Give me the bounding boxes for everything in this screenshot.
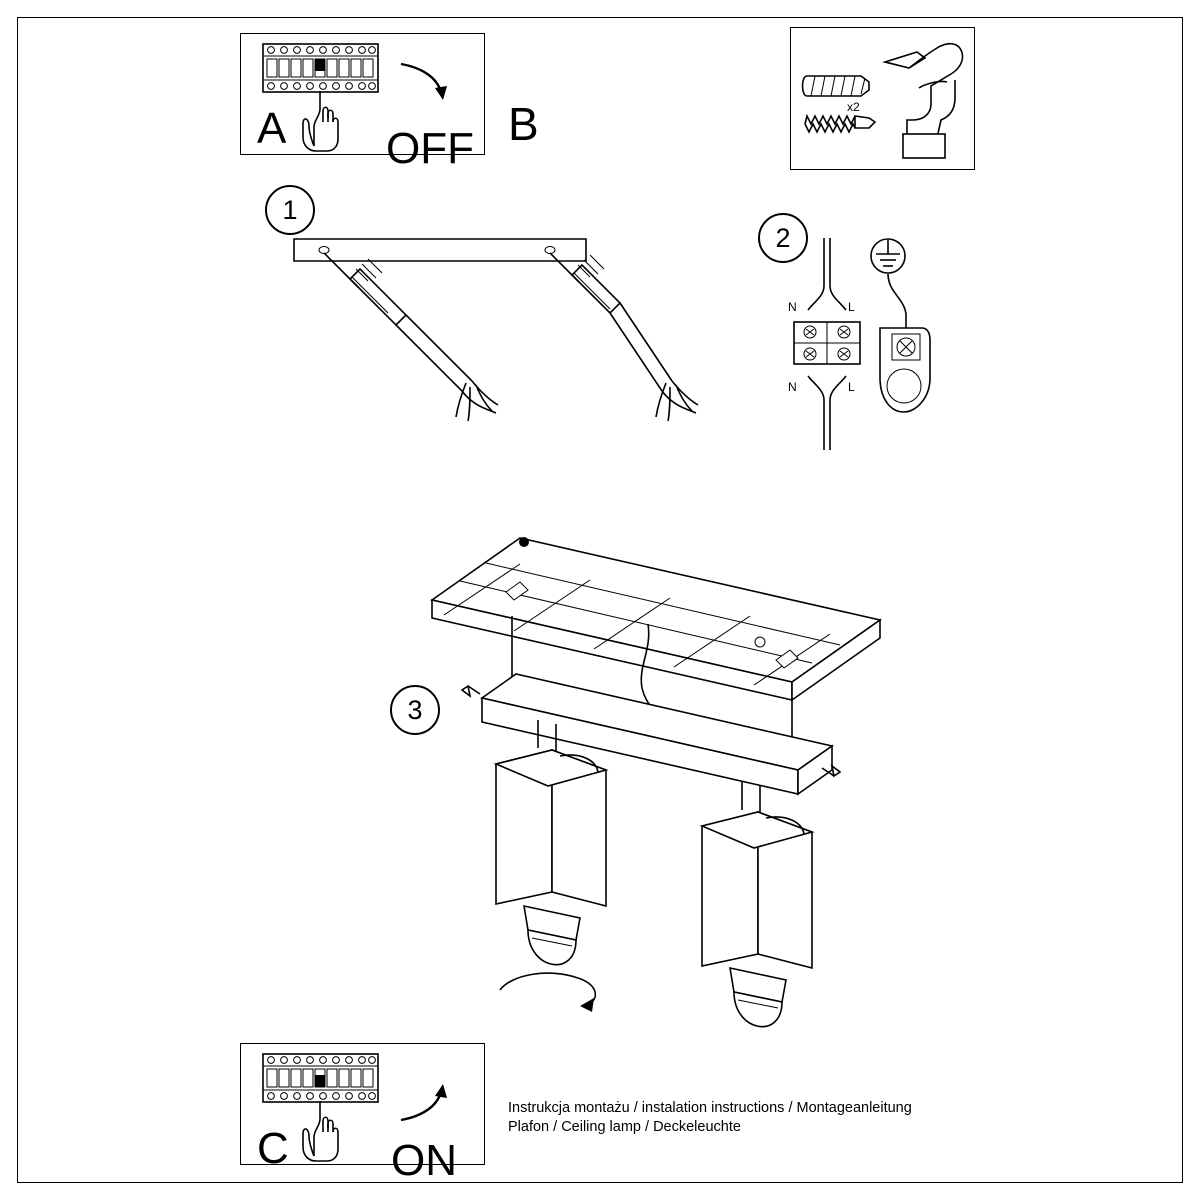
terminal-label-n-bottom: N <box>788 380 797 394</box>
footer-line-2: Plafon / Ceiling lamp / Deckeleuchte <box>508 1119 741 1135</box>
wall-plug-icon <box>803 76 870 96</box>
step-1-graphic <box>280 225 740 475</box>
earth-ground-icon <box>871 239 905 273</box>
drill-icon <box>885 44 963 158</box>
assembled-ceiling-lamp-icon <box>420 520 900 1040</box>
step-3-label: 3 <box>407 694 423 725</box>
panel-a-letter: A <box>257 104 287 153</box>
panel-b-graphics <box>791 28 974 169</box>
panel-b <box>790 27 975 170</box>
terminal-block-wiring-icon <box>770 228 970 478</box>
step-2-label: 2 <box>775 222 791 253</box>
panel-c-caption: ON <box>391 1136 457 1185</box>
mounting-bracket-with-screws-icon <box>280 225 740 475</box>
terminal-label-l-bottom: L <box>848 380 855 394</box>
footer-line-1: Instrukcja montażu / instalation instructions / Montageanleitung <box>508 1100 912 1116</box>
screw-icon <box>805 116 875 132</box>
terminal-label-l-top: L <box>848 300 855 314</box>
terminal-label-n-top: N <box>788 300 797 314</box>
step-1-label: 1 <box>282 194 298 225</box>
panel-c-letter: C <box>257 1124 289 1173</box>
panel-a-caption: OFF <box>386 124 474 173</box>
panel-b-letter: B <box>508 98 539 150</box>
panel-c <box>240 1043 485 1185</box>
step-3-graphic <box>420 520 900 1040</box>
step-2-graphic <box>770 228 970 478</box>
panel-a <box>240 33 485 173</box>
panel-b-parts-count: x2 <box>847 100 860 114</box>
